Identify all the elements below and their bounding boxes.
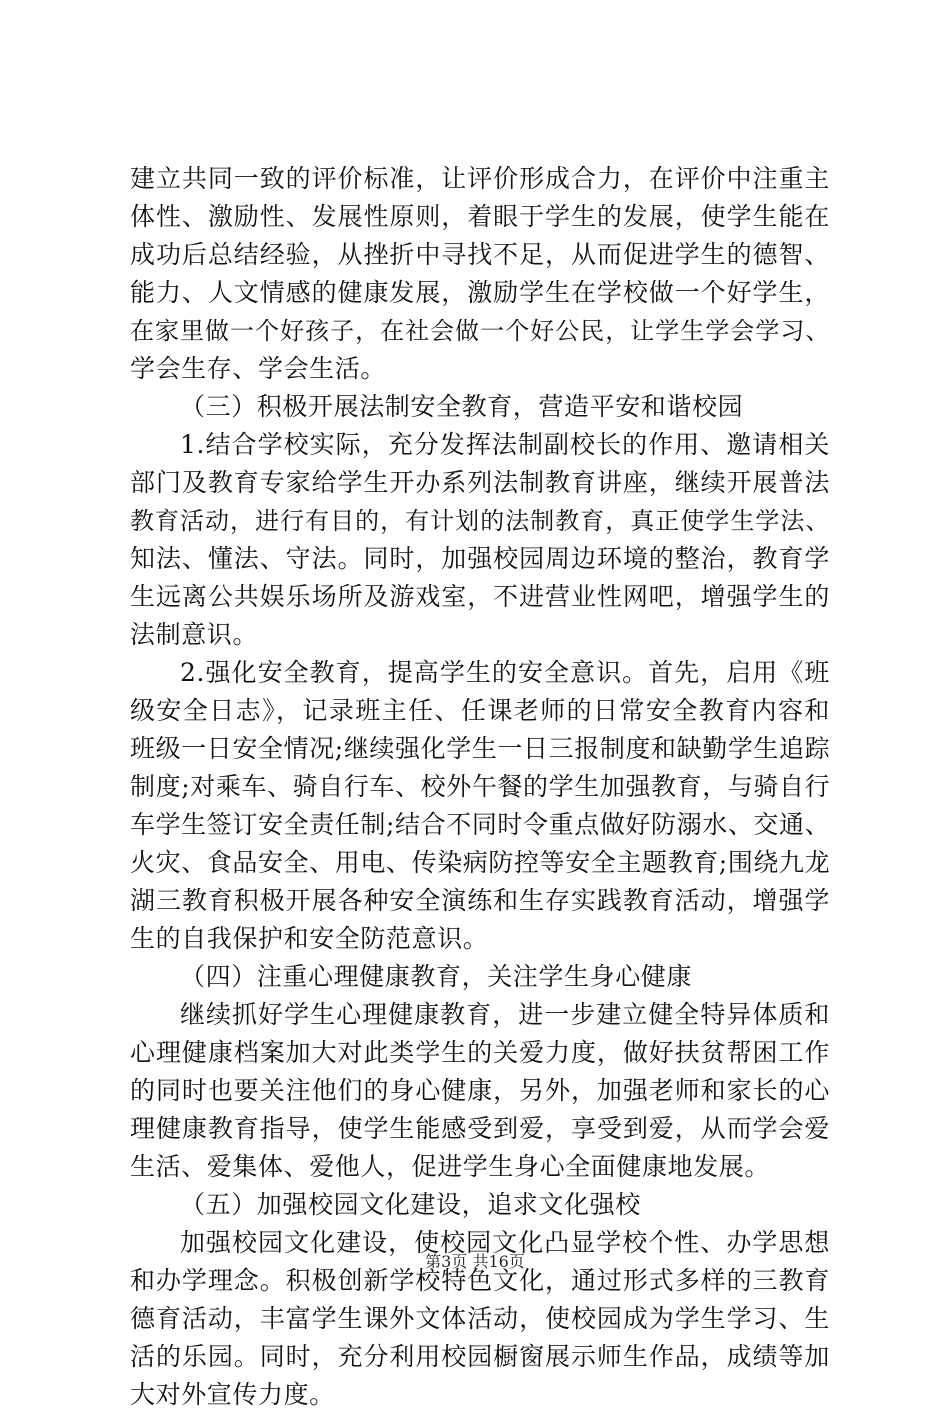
text-line: 和办学理念。积极创新学校特色文化，通过形式多样的三教育 [130,1266,830,1295]
text-line: 心理健康档案加大对此类学生的关爱力度，做好扶贫帮困工作 [130,1038,830,1067]
text-line: 部门及教育专家给学生开办系列法制教育讲座，继续开展普法 [130,468,830,497]
text-line: 的同时也要关注他们的身心健康，另外，加强老师和家长的心 [130,1076,830,1105]
text-line: 体性、激励性、发展性原则，着眼于学生的发展，使学生能在 [130,202,830,231]
page-number-footer: 第3页 共16页 [425,1252,525,1271]
text-line: 车学生签订安全责任制;结合不同时令重点做好防溺水、交通、 [130,810,831,839]
text-line: 生远离公共娱乐场所及游戏室，不进营业性网吧，增强学生的 [130,582,830,611]
text-line: 2.强化安全教育，提高学生的安全意识。首先，启用《班 [180,658,830,687]
text-line: 生活、爱集体、爱他人，促进学生身心全面健康地发展。 [130,1152,771,1181]
text-line: 学会生存、学会生活。 [130,354,387,383]
text-line: 在家里做一个好孩子，在社会做一个好公民，让学生学会学习、 [130,317,830,345]
text-line: 级安全日志》，记录班主任、任课老师的日常安全教育内容和 [130,696,830,725]
text-line: 知法、懂法、守法。同时，加强校园周边环境的整治，教育学 [130,544,830,573]
text-line: 理健康教育指导，使学生能感受到爱，享受到爱，从而学会爱 [130,1114,830,1143]
text-line: 1.结合学校实际，充分发挥法制副校长的作用、邀请相关 [180,430,830,459]
text-line: 生的自我保护和安全防范意识。 [130,924,489,953]
text-line: 能力、人文情感的健康发展，激励学生在学校做一个好学生， [130,278,830,307]
text-line: 大对外宣传力度。 [130,1380,335,1409]
section-heading-4: （四）注重心理健康教育，关注学生身心健康 [180,962,693,991]
text-line: 活的乐园。同时，充分利用校园橱窗展示师生作品，成绩等加 [130,1342,830,1371]
text-line: 继续抓好学生心理健康教育，进一步建立健全特异体质和 [180,1000,830,1029]
text-line: 教育活动，进行有目的，有计划的法制教育，真正使学生学法、 [130,507,830,535]
text-line: 湖三教育积极开展各种安全演练和生存实践教育活动，增强学 [130,886,830,915]
text-line: 制度;对乘车、骑自行车、校外午餐的学生加强教育，与骑自行 [130,772,831,801]
text-line: 班级一日安全情况;继续强化学生一日三报制度和缺勤学生追踪 [130,734,831,763]
text-line: 成功后总结经验，从挫折中寻找不足，从而促进学生的德智、 [130,240,830,269]
section-heading-5: （五）加强校园文化建设，追求文化强校 [180,1190,641,1219]
text-line: 法制意识。 [130,620,259,649]
section-heading-3: （三）积极开展法制安全教育，营造平安和谐校园 [180,392,744,421]
text-line: 建立共同一致的评价标准，让评价形成合力，在评价中注重主 [130,164,830,193]
text-line: 德育活动，丰富学生课外文体活动，使校园成为学生学习、生 [130,1304,830,1333]
text-line: 加强校园文化建设，使校园文化凸显学校个性、办学思想 [180,1228,830,1257]
document-body [130,160,830,1414]
text-line: 火灾、食品安全、用电、传染病防控等安全主题教育;围绕九龙 [130,848,831,877]
